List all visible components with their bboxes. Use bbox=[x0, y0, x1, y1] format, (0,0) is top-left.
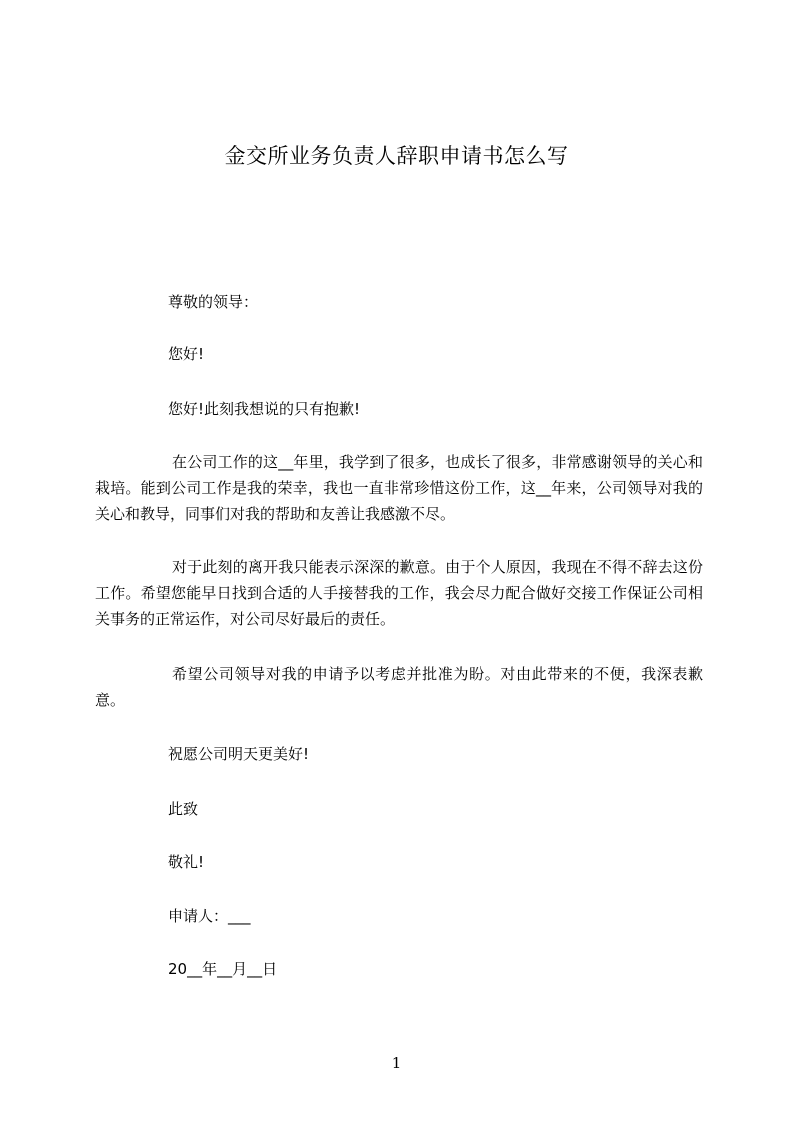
wish-line: 祝愿公司明天更美好! bbox=[168, 745, 310, 763]
applicant-line: 申请人：___ bbox=[168, 907, 251, 925]
salutation: 尊敬的领导： bbox=[168, 293, 259, 311]
opening-line: 您好!此刻我想说的只有抱歉! bbox=[168, 400, 361, 418]
greeting: 您好! bbox=[168, 345, 205, 363]
page-number: 1 bbox=[391, 1054, 402, 1072]
body-paragraph-1: 在公司工作的这__年里，我学到了很多，也成长了很多，非常感谢领导的关心和栽培。能到公司工作是我的荣幸，我也一直非常珍惜这份工作，这__年来，公司领导对我的关心和教导，同事们对我的帮助和友善让我感激不尽。 bbox=[95, 453, 703, 523]
body-paragraph-2: 对于此刻的离开我只能表示深深的歉意。由于个人原因，我现在不得不辞去这份工作。希望您能早日找到合适的人手接替我的工作，我会尽力配合做好交接工作保证公司相关事务的正常运作，对公司尽好最后的责任。 bbox=[95, 558, 703, 628]
closing-line-1: 此致 bbox=[168, 800, 199, 818]
closing-line-2: 敬礼! bbox=[168, 853, 205, 871]
document-title: 金交所业务负责人辞职申请书怎么写 bbox=[224, 144, 569, 168]
body-paragraph-3: 希望公司领导对我的申请予以考虑并批准为盼。对由此带来的不便，我深表歉意。 bbox=[95, 665, 703, 709]
date-line: 20__年__月__日 bbox=[168, 960, 278, 978]
